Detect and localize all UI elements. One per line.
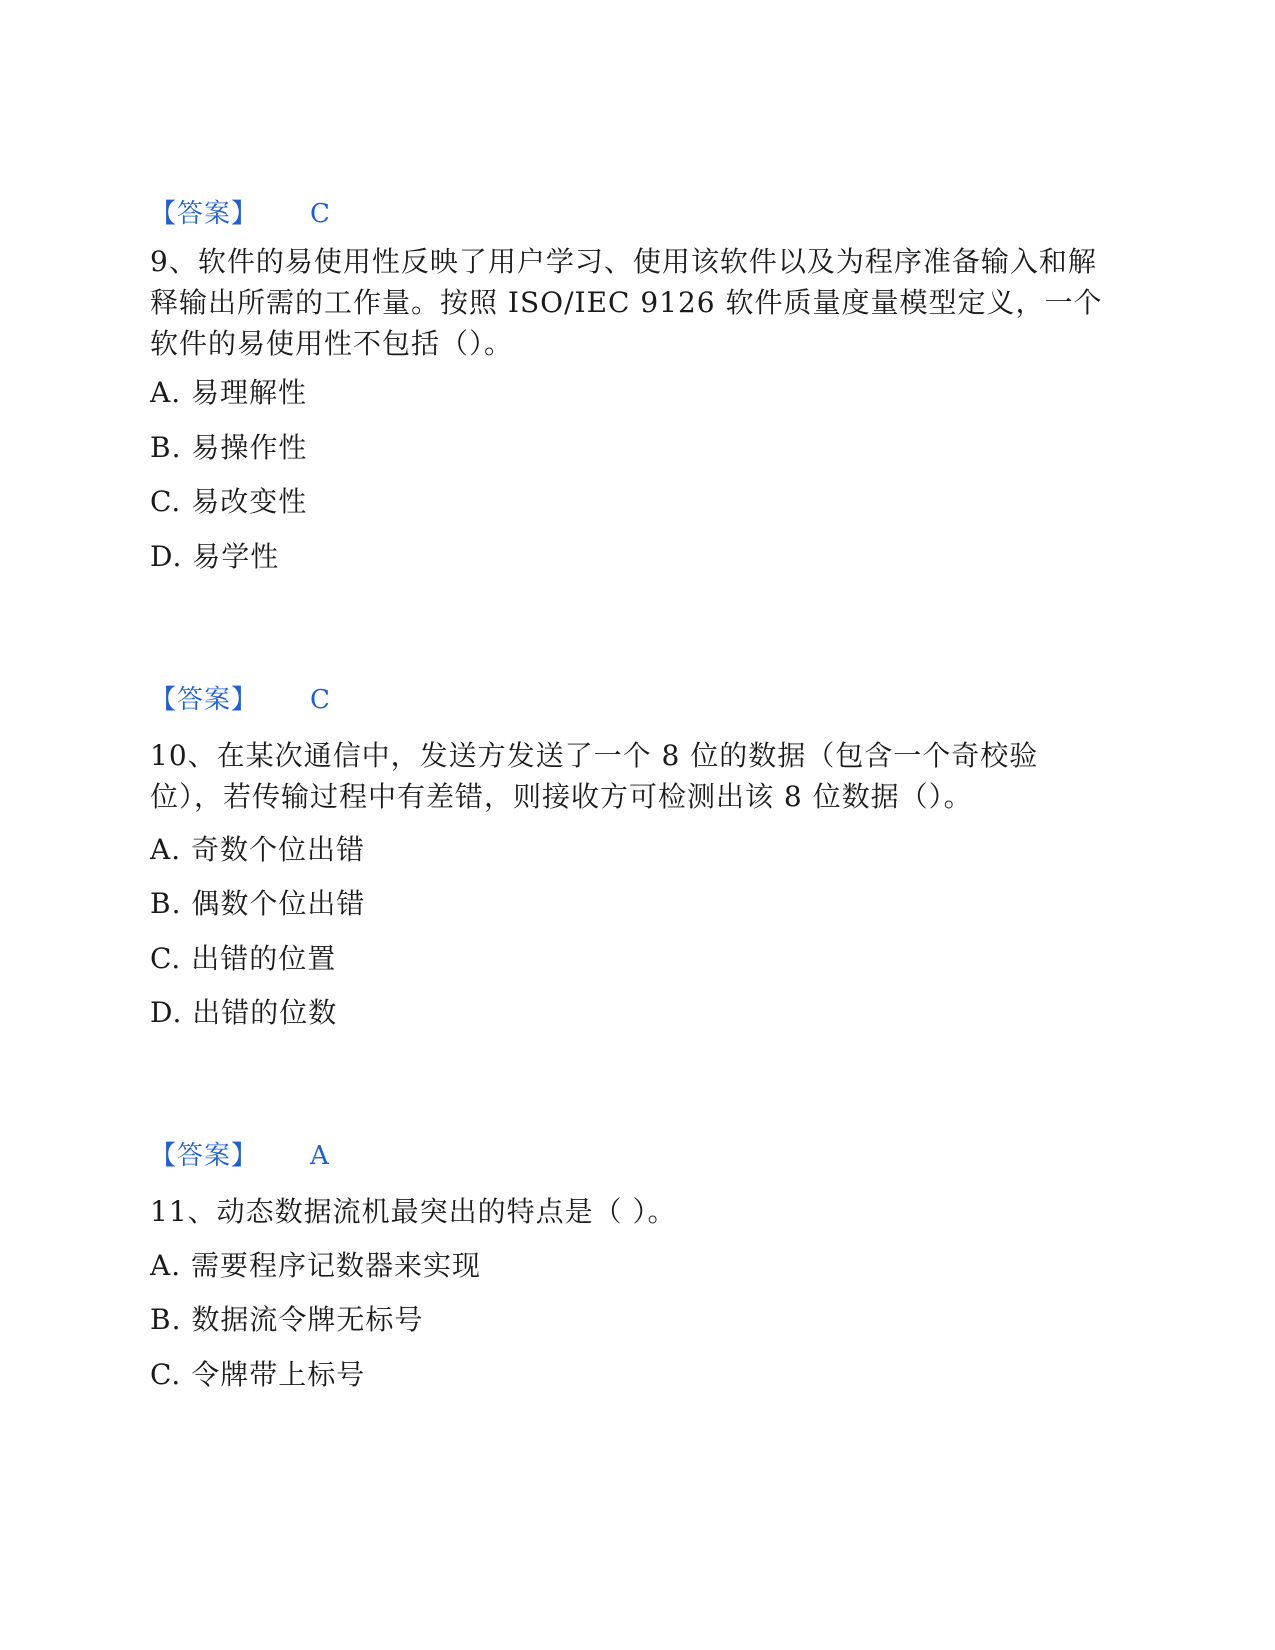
option-a: A. 需要程序记数器来实现 xyxy=(150,1249,482,1282)
option-a: A. 奇数个位出错 xyxy=(150,833,366,866)
option-b: B. 偶数个位出错 xyxy=(150,887,366,920)
answer-label: 【答案】 xyxy=(150,1141,259,1171)
option-c: C. 令牌带上标号 xyxy=(150,1358,366,1391)
option-c: C. 出错的位置 xyxy=(150,942,337,975)
question-stem: 11、动态数据流机最突出的特点是（ ）。 xyxy=(150,1195,677,1228)
option-c: C. 易改变性 xyxy=(150,485,308,518)
option-b: B. 易操作性 xyxy=(150,431,308,464)
question-stem: 10、在某次通信中，发送方发送了一个 8 位的数据（包含一个奇校验位），若传输过程中有差错，则接收方可检测出该 8 位数据（）。 xyxy=(150,739,1039,813)
answer-value: C xyxy=(310,685,330,715)
question-stem: 9、软件的易使用性反映了用户学习、使用该软件以及为程序准备输入和解释输出所需的工作量。按照 ISO/IEC 9126 软件质量度量模型定义，一个软件的易使用性不包括（）。 xyxy=(150,245,1103,360)
answer-line xyxy=(150,194,330,234)
answer-label: 【答案】 xyxy=(150,685,259,715)
answer-value: C xyxy=(310,199,330,229)
option-d: D. 易学性 xyxy=(150,540,280,573)
answer-label: 【答案】 xyxy=(150,199,259,229)
answer-value: A xyxy=(310,1141,329,1171)
option-d: D. 出错的位数 xyxy=(150,996,338,1029)
option-b: B. 数据流令牌无标号 xyxy=(150,1303,424,1336)
answer-line xyxy=(150,680,330,720)
answer-line xyxy=(150,1136,329,1176)
option-a: A. 易理解性 xyxy=(150,376,308,409)
